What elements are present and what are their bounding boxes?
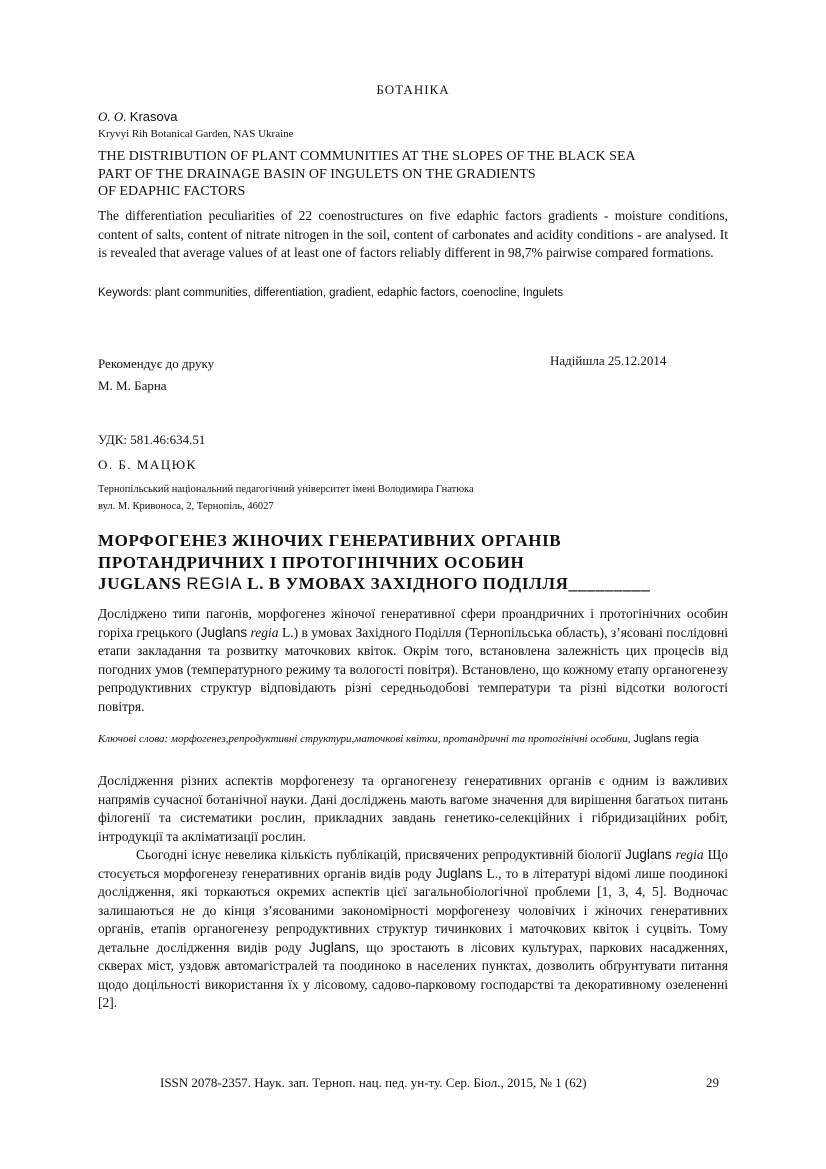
genus-name: Juglans xyxy=(633,733,672,745)
title-line: ПРОТАНДРИЧНИХ І ПРОТОГІНІЧНИХ ОСОБИН xyxy=(98,552,525,572)
title-line: OF EDAPHIC FACTORS xyxy=(98,184,246,199)
recommendation-name: М. М. Барна xyxy=(98,378,167,393)
paragraph-text: L., то в літературі відомі лише поодинокі дослідження, які торкаються окремих аспектів цієї загальнобіологічної проблеми [1, 3, 4, 5]. Водночас залишаються не до кінця з’ясованими закономірності морфогенезу чоловічих і жіночих генеративних органів, етапів органогенезу репродуктивних структур тичинкових і маточкових квіток і суцвіть. Тому детальне дослідження видів роду xyxy=(98,865,728,955)
recommendation xyxy=(98,353,214,397)
recommendation-label: Рекомендує до друку xyxy=(98,356,215,371)
section-header: БОТАНІКА xyxy=(376,82,450,97)
abstract-text: Досліджено типи пагонів, морфогенез жіночої генеративної сфери проандричних і протогінічних особин горіха грецького ( xyxy=(98,606,728,640)
genus-name: Juglans xyxy=(435,865,483,881)
species-name: regia xyxy=(247,624,279,640)
title-line: PART OF THE DRAINAGE BASIN OF INGULETS ON THE GRADIENTS xyxy=(98,166,536,182)
paragraph-text: Що стосується морфогенезу генеративних органів видів роду xyxy=(98,847,728,881)
paragraph: Дослідження різних аспектів морфогенезу та органогенезу генеративних органів є одним із важливих напрямів сучасної ботанічної науки. Дані досліджень мають вагоме значення для вирішення багатьох питань філогенії та систематики рослин, прикладних завдань генетико-селекційних і гібридизаційних робіт, інтродукції та акліматизації рослин. xyxy=(98,773,728,844)
genus-name: Juglans xyxy=(200,624,248,640)
article2-affiliation xyxy=(98,481,474,515)
title-line xyxy=(98,573,738,595)
article2-abstract xyxy=(98,605,728,716)
paragraph-text: , що зростають в лісових культурах, паркових насадженнях, скверах міст, уздовж автомагістралей та поодиноко в населених пунктах, дозволить обґрунтувати питання щодо доцільності використання їх у лісовому, садово-парковому господарстві та декоративному озелененні [2]. xyxy=(98,939,728,1010)
genus-name: Juglans xyxy=(308,939,356,955)
page-number: 29 xyxy=(706,1075,719,1090)
title-line: THE DISTRIBUTION OF PLANT COMMUNITIES AT THE SLOPES OF THE BLACK SEA xyxy=(98,149,636,164)
article2-body xyxy=(98,772,728,1013)
paragraph-text: Сьогодні існує невелика кількість публікацій, присвячених репродуктивній біології xyxy=(136,847,626,862)
article1-affiliation: Kryvyi Rih Botanical Garden, NAS Ukraine xyxy=(98,128,294,140)
title-rest: L. В УМОВАХ ЗАХІДНОГО ПОДІЛЛЯ_________ xyxy=(242,574,651,593)
affiliation-line: вул. М. Кривоноса, 2, Тернопіль, 46027 xyxy=(98,501,274,512)
affiliation-line: Тернопільський національний педагогічний університет імені Володимира Гнатюка xyxy=(98,484,474,495)
article1-keywords: Keywords: plant communities, differentiation, gradient, edaphic factors, coenocline, Ingulets xyxy=(98,287,564,299)
author-name: Krasova xyxy=(129,109,178,124)
udk-code: УДК: 581.46:634.51 xyxy=(98,432,206,447)
species-name: regia xyxy=(671,733,699,745)
species-name: regia xyxy=(671,847,704,862)
article1-abstract: The differentiation peculiarities of 22 coenostructures on five edaphic factors gradients - moisture conditions, content of salts, content of nitrate nitrogen in the soil, content of carbonates and acidity conditions - are analysed. It is revealed that average values of at least one of factors reliably different in 98,7% pairwise compared formations. xyxy=(98,208,728,260)
article2-keywords xyxy=(98,731,728,747)
article1-author xyxy=(98,109,177,125)
title-line: МОРФОГЕНЕЗ ЖІНОЧИХ ГЕНЕРАТИВНИХ ОРГАНІВ xyxy=(98,531,562,550)
article1-title xyxy=(98,148,738,201)
keywords-text: Ключові слова: морфогенез,репродуктивні структури,маточкові квітки, протандричні та протогінічні особини, xyxy=(98,733,634,745)
author-initials: O. O. xyxy=(98,109,127,124)
article2-author: О. Б. МАЦЮК xyxy=(98,457,197,472)
abstract-text: L.) в умовах Західного Поділля (Тернопільська область), з’ясовані послідовні етапи закладання та розвитку маточкових квіток. Окрім того, встановлена залежність цих процесів від погодних умов (температурного режиму та вологості повітря). Встановлено, що кожному етапу органогенезу репродуктивних структур відповідають різні середньодобові температури та різні відсотки вологості повітря. xyxy=(98,624,729,714)
title-genus: JUGLANS xyxy=(98,574,187,593)
received-date: Надійшла 25.12.2014 xyxy=(550,353,667,368)
article2-title xyxy=(98,530,738,595)
genus-name: Juglans xyxy=(625,847,672,862)
journal-footer: ISSN 2078-2357. Наук. зап. Терноп. нац. пед. ун-ту. Сер. Біол., 2015, № 1 (62) xyxy=(160,1075,587,1090)
paragraph xyxy=(98,846,728,1013)
title-species: REGIA xyxy=(186,574,243,593)
